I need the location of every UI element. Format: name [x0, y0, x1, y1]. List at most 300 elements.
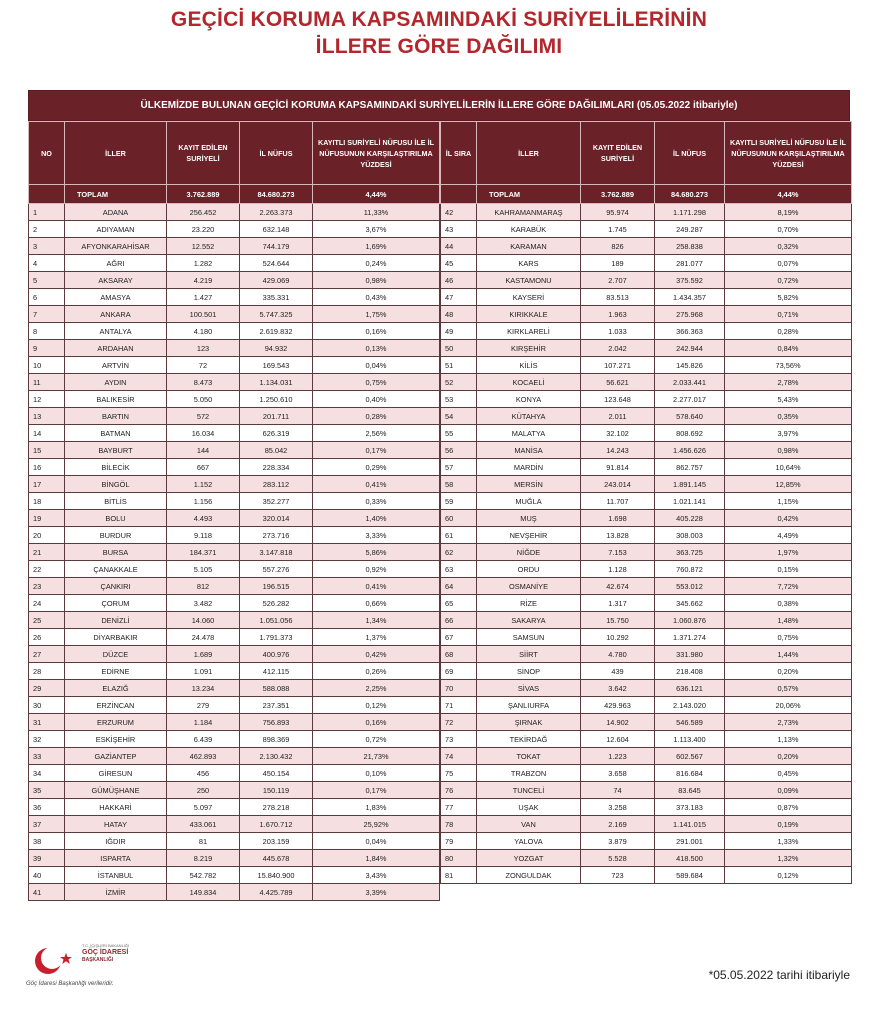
cell-il: OSMANİYE: [477, 578, 581, 595]
cell-il: TOKAT: [477, 748, 581, 765]
cell-nufus: 320.014: [240, 510, 313, 527]
total-nufus: 84.680.273: [240, 185, 313, 204]
cell-oran: 2,78%: [725, 374, 852, 391]
cell-il: AMASYA: [65, 289, 167, 306]
cell-il: TRABZON: [477, 765, 581, 782]
cell-kayit: 95.974: [581, 204, 655, 221]
cell-no: 10: [29, 357, 65, 374]
cell-no: 52: [441, 374, 477, 391]
cell-il: ERZİNCAN: [65, 697, 167, 714]
cell-il: IĞDIR: [65, 833, 167, 850]
cell-no: 41: [29, 884, 65, 901]
cell-oran: 0,98%: [313, 272, 440, 289]
table-row: [441, 612, 852, 629]
cell-oran: 1,34%: [313, 612, 440, 629]
cell-kayit: 81: [167, 833, 240, 850]
cell-no: 11: [29, 374, 65, 391]
cell-oran: 1,15%: [725, 493, 852, 510]
cell-il: BALIKESİR: [65, 391, 167, 408]
cell-no: 61: [441, 527, 477, 544]
cell-nufus: 1.371.274: [655, 629, 725, 646]
cell-oran: 0,33%: [313, 493, 440, 510]
cell-kayit: 149.834: [167, 884, 240, 901]
cell-no: 26: [29, 629, 65, 646]
cell-il: ERZURUM: [65, 714, 167, 731]
cell-kayit: 9.118: [167, 527, 240, 544]
cell-kayit: 16.034: [167, 425, 240, 442]
cell-il: TUNCELİ: [477, 782, 581, 799]
header-row: [29, 122, 440, 185]
cell-nufus: 578.640: [655, 408, 725, 425]
table-row: [441, 493, 852, 510]
cell-nufus: 1.060.876: [655, 612, 725, 629]
cell-nufus: 1.670.712: [240, 816, 313, 833]
cell-oran: 11,33%: [313, 204, 440, 221]
cell-nufus: 150.119: [240, 782, 313, 799]
cell-il: KIRŞEHİR: [477, 340, 581, 357]
cell-nufus: 589.684: [655, 867, 725, 884]
cell-il: KAYSERİ: [477, 289, 581, 306]
header-row: [441, 122, 852, 185]
cell-kayit: 144: [167, 442, 240, 459]
cell-oran: 5,82%: [725, 289, 852, 306]
cell-il: EDİRNE: [65, 663, 167, 680]
table-row: [29, 578, 440, 595]
cell-nufus: 526.282: [240, 595, 313, 612]
table-row: [29, 306, 440, 323]
cell-nufus: 5.747.325: [240, 306, 313, 323]
cell-no: 81: [441, 867, 477, 884]
cell-nufus: 816.684: [655, 765, 725, 782]
cell-nufus: 291.001: [655, 833, 725, 850]
cell-no: 79: [441, 833, 477, 850]
table-row: [29, 884, 440, 901]
cell-no: 44: [441, 238, 477, 255]
table-row: [29, 612, 440, 629]
table-row: [29, 816, 440, 833]
table-row: [441, 204, 852, 221]
cell-oran: 0,66%: [313, 595, 440, 612]
cell-oran: 1,32%: [725, 850, 852, 867]
cell-no: 21: [29, 544, 65, 561]
cell-oran: 73,56%: [725, 357, 852, 374]
cell-il: İSTANBUL: [65, 867, 167, 884]
table-row: [441, 731, 852, 748]
total-label: TOPLAM: [65, 185, 167, 204]
cell-no: 31: [29, 714, 65, 731]
cell-kayit: 72: [167, 357, 240, 374]
table-row: [29, 646, 440, 663]
table-halves: [28, 121, 850, 901]
cell-no: 14: [29, 425, 65, 442]
cell-il: GÜMÜŞHANE: [65, 782, 167, 799]
cell-kayit: 4.493: [167, 510, 240, 527]
cell-kayit: 123.648: [581, 391, 655, 408]
cell-oran: 2,73%: [725, 714, 852, 731]
cell-oran: 0,28%: [725, 323, 852, 340]
cell-oran: 10,64%: [725, 459, 852, 476]
cell-no: 72: [441, 714, 477, 731]
table-row: [441, 442, 852, 459]
cell-nufus: 429.069: [240, 272, 313, 289]
cell-no: 33: [29, 748, 65, 765]
cell-kayit: 14.902: [581, 714, 655, 731]
cell-oran: 1,37%: [313, 629, 440, 646]
cell-nufus: 756.893: [240, 714, 313, 731]
cell-il: ARDAHAN: [65, 340, 167, 357]
cell-no: 40: [29, 867, 65, 884]
cell-kayit: 1.689: [167, 646, 240, 663]
cell-no: 64: [441, 578, 477, 595]
cell-no: 3: [29, 238, 65, 255]
cell-kayit: 14.060: [167, 612, 240, 629]
cell-no: 43: [441, 221, 477, 238]
table-row: [29, 221, 440, 238]
cell-no: 8: [29, 323, 65, 340]
table-row: [441, 867, 852, 884]
header-kayit: KAYIT EDİLEN SURİYELİ: [167, 122, 240, 185]
cell-nufus: 898.369: [240, 731, 313, 748]
table-row: [441, 850, 852, 867]
cell-oran: 3,33%: [313, 527, 440, 544]
cell-oran: 4,49%: [725, 527, 852, 544]
cell-kayit: 542.782: [167, 867, 240, 884]
cell-kayit: 250: [167, 782, 240, 799]
cell-no: 25: [29, 612, 65, 629]
cell-il: ISPARTA: [65, 850, 167, 867]
table-row: [29, 476, 440, 493]
cell-kayit: 83.513: [581, 289, 655, 306]
cell-no: 53: [441, 391, 477, 408]
cell-oran: 12,85%: [725, 476, 852, 493]
cell-no: 50: [441, 340, 477, 357]
cell-no: 60: [441, 510, 477, 527]
logo-org-sub: BAŞKANLIĞI: [82, 957, 114, 963]
table-row: [441, 476, 852, 493]
cell-no: 51: [441, 357, 477, 374]
header-iller: İLLER: [65, 122, 167, 185]
cell-nufus: 196.515: [240, 578, 313, 595]
table-row: [441, 544, 852, 561]
cell-nufus: 1.171.298: [655, 204, 725, 221]
cell-no: 2: [29, 221, 65, 238]
cell-nufus: 400.976: [240, 646, 313, 663]
cell-il: BİTLİS: [65, 493, 167, 510]
cell-il: BURSA: [65, 544, 167, 561]
cell-no: 42: [441, 204, 477, 221]
cell-no: 80: [441, 850, 477, 867]
cell-nufus: 1.134.031: [240, 374, 313, 391]
cell-no: 30: [29, 697, 65, 714]
cell-oran: 0,71%: [725, 306, 852, 323]
cell-no: 15: [29, 442, 65, 459]
table-row: [29, 272, 440, 289]
table-row: [441, 663, 852, 680]
cell-no: 66: [441, 612, 477, 629]
cell-nufus: 2.130.432: [240, 748, 313, 765]
cell-nufus: 242.944: [655, 340, 725, 357]
cell-no: 57: [441, 459, 477, 476]
cell-il: ELAZIĞ: [65, 680, 167, 697]
page-title-line-1: GEÇİCİ KORUMA KAPSAMINDAKİ SURİYELİLERİNİN: [170, 8, 708, 31]
cell-oran: 0,12%: [725, 867, 852, 884]
table-row: [29, 425, 440, 442]
cell-no: 36: [29, 799, 65, 816]
cell-il: KÜTAHYA: [477, 408, 581, 425]
cell-no: 7: [29, 306, 65, 323]
cell-nufus: 1.021.141: [655, 493, 725, 510]
table-row: [441, 374, 852, 391]
cell-il: YALOVA: [477, 833, 581, 850]
table-row: [29, 799, 440, 816]
cell-no: 76: [441, 782, 477, 799]
cell-no: 75: [441, 765, 477, 782]
table-row: [29, 323, 440, 340]
date-footnote: *05.05.2022 tarihi itibariyle: [708, 968, 850, 982]
cell-kayit: 439: [581, 663, 655, 680]
cell-oran: 0,72%: [725, 272, 852, 289]
cell-no: 37: [29, 816, 65, 833]
table-row: [441, 272, 852, 289]
cell-kayit: 5.528: [581, 850, 655, 867]
cell-no: 28: [29, 663, 65, 680]
cell-nufus: 237.351: [240, 697, 313, 714]
cell-kayit: 3.258: [581, 799, 655, 816]
cell-nufus: 1.456.626: [655, 442, 725, 459]
cell-il: BAYBURT: [65, 442, 167, 459]
cell-kayit: 189: [581, 255, 655, 272]
table-row: [441, 510, 852, 527]
cell-kayit: 723: [581, 867, 655, 884]
cell-no: 47: [441, 289, 477, 306]
cell-kayit: 2.169: [581, 816, 655, 833]
cell-nufus: 335.331: [240, 289, 313, 306]
header-oran: KAYITLI SURİYELİ NÜFUSU İLE İL NÜFUSUNUN KARŞILAŞTIRILMA YÜZDESİ: [313, 122, 440, 185]
cell-oran: 0,17%: [313, 782, 440, 799]
cell-kayit: 32.102: [581, 425, 655, 442]
table-row: [29, 238, 440, 255]
cell-no: 27: [29, 646, 65, 663]
table-row: [29, 340, 440, 357]
cell-il: KASTAMONU: [477, 272, 581, 289]
header-nufus: İL NÜFUS: [240, 122, 313, 185]
table-row: [441, 680, 852, 697]
cell-il: NİĞDE: [477, 544, 581, 561]
cell-oran: 5,43%: [725, 391, 852, 408]
cell-il: MERSİN: [477, 476, 581, 493]
cell-nufus: 450.154: [240, 765, 313, 782]
cell-kayit: 5.050: [167, 391, 240, 408]
distribution-table: [28, 90, 850, 901]
cell-no: 39: [29, 850, 65, 867]
cell-oran: 0,84%: [725, 340, 852, 357]
cell-oran: 8,19%: [725, 204, 852, 221]
cell-no: 59: [441, 493, 477, 510]
table-row: [441, 238, 852, 255]
crescent-star-icon: [26, 943, 78, 979]
cell-nufus: 546.589: [655, 714, 725, 731]
cell-kayit: 13.234: [167, 680, 240, 697]
cell-oran: 3,67%: [313, 221, 440, 238]
table-row: [29, 289, 440, 306]
page-title: [0, 6, 878, 60]
cell-il: AFYONKARAHİSAR: [65, 238, 167, 255]
cell-kayit: 1.223: [581, 748, 655, 765]
cell-il: KARABÜK: [477, 221, 581, 238]
cell-oran: 0,15%: [725, 561, 852, 578]
cell-kayit: 667: [167, 459, 240, 476]
cell-oran: 0,70%: [725, 221, 852, 238]
cell-il: DÜZCE: [65, 646, 167, 663]
table-row: [29, 561, 440, 578]
cell-kayit: 3.658: [581, 765, 655, 782]
table-row: [29, 731, 440, 748]
cell-il: ADANA: [65, 204, 167, 221]
cell-oran: 0,35%: [725, 408, 852, 425]
cell-kayit: 5.105: [167, 561, 240, 578]
table-row: [29, 867, 440, 884]
table-row: [441, 425, 852, 442]
cell-il: AĞRI: [65, 255, 167, 272]
cell-nufus: 632.148: [240, 221, 313, 238]
cell-oran: 1,97%: [725, 544, 852, 561]
logo-org-small: T.C. İÇİŞLERİ BAKANLIĞI: [82, 943, 130, 948]
cell-kayit: 1.033: [581, 323, 655, 340]
cell-il: KONYA: [477, 391, 581, 408]
cell-no: 4: [29, 255, 65, 272]
table-row: [441, 595, 852, 612]
cell-no: 38: [29, 833, 65, 850]
cell-oran: 0,29%: [313, 459, 440, 476]
cell-nufus: 373.183: [655, 799, 725, 816]
table-row: [441, 221, 852, 238]
cell-oran: 0,20%: [725, 663, 852, 680]
cell-oran: 0,57%: [725, 680, 852, 697]
cell-kayit: 456: [167, 765, 240, 782]
cell-il: UŞAK: [477, 799, 581, 816]
cell-no: 19: [29, 510, 65, 527]
cell-il: SİNOP: [477, 663, 581, 680]
cell-il: ORDU: [477, 561, 581, 578]
cell-nufus: 258.838: [655, 238, 725, 255]
table-row: [441, 748, 852, 765]
cell-oran: 0,75%: [725, 629, 852, 646]
cell-nufus: 281.077: [655, 255, 725, 272]
table-row: [441, 340, 852, 357]
table-row: [441, 289, 852, 306]
cell-nufus: 808.692: [655, 425, 725, 442]
cell-il: ÇANKIRI: [65, 578, 167, 595]
cell-kayit: 56.621: [581, 374, 655, 391]
cell-kayit: 24.478: [167, 629, 240, 646]
cell-kayit: 826: [581, 238, 655, 255]
cell-il: KIRKLARELİ: [477, 323, 581, 340]
table-row: [441, 578, 852, 595]
cell-kayit: 2.042: [581, 340, 655, 357]
cell-no: 24: [29, 595, 65, 612]
table-left-half: [28, 121, 440, 901]
cell-nufus: 3.147.818: [240, 544, 313, 561]
cell-kayit: 4.180: [167, 323, 240, 340]
cell-no: 56: [441, 442, 477, 459]
cell-no: 55: [441, 425, 477, 442]
cell-nufus: 412.115: [240, 663, 313, 680]
cell-nufus: 363.725: [655, 544, 725, 561]
cell-il: ANKARA: [65, 306, 167, 323]
header-nufus: İL NÜFUS: [655, 122, 725, 185]
cell-il: VAN: [477, 816, 581, 833]
cell-nufus: 445.678: [240, 850, 313, 867]
cell-nufus: 2.619.832: [240, 323, 313, 340]
cell-il: ŞANLIURFA: [477, 697, 581, 714]
cell-oran: 0,24%: [313, 255, 440, 272]
cell-oran: 0,32%: [725, 238, 852, 255]
cell-nufus: 169.543: [240, 357, 313, 374]
cell-nufus: 1.434.357: [655, 289, 725, 306]
cell-il: KİLİS: [477, 357, 581, 374]
cell-nufus: 278.218: [240, 799, 313, 816]
cell-no: 45: [441, 255, 477, 272]
cell-kayit: 3.482: [167, 595, 240, 612]
cell-no: 9: [29, 340, 65, 357]
cell-nufus: 283.112: [240, 476, 313, 493]
cell-il: AKSARAY: [65, 272, 167, 289]
cell-il: ADIYAMAN: [65, 221, 167, 238]
cell-nufus: 201.711: [240, 408, 313, 425]
cell-oran: 0,13%: [313, 340, 440, 357]
cell-oran: 1,48%: [725, 612, 852, 629]
cell-oran: 20,06%: [725, 697, 852, 714]
cell-no: 62: [441, 544, 477, 561]
cell-no: 70: [441, 680, 477, 697]
cell-kayit: 429.963: [581, 697, 655, 714]
cell-il: AYDIN: [65, 374, 167, 391]
cell-oran: 0,72%: [313, 731, 440, 748]
cell-kayit: 11.707: [581, 493, 655, 510]
cell-kayit: 1.184: [167, 714, 240, 731]
cell-il: KARAMAN: [477, 238, 581, 255]
table-row: [29, 408, 440, 425]
cell-il: DİYARBAKIR: [65, 629, 167, 646]
cell-kayit: 1.963: [581, 306, 655, 323]
cell-il: DENİZLİ: [65, 612, 167, 629]
table-row: [441, 629, 852, 646]
cell-oran: 0,28%: [313, 408, 440, 425]
cell-il: HATAY: [65, 816, 167, 833]
cell-nufus: 94.932: [240, 340, 313, 357]
cell-kayit: 2.011: [581, 408, 655, 425]
table-row: [29, 663, 440, 680]
goc-idaresi-logo: [26, 943, 146, 993]
cell-il: BATMAN: [65, 425, 167, 442]
cell-nufus: 366.363: [655, 323, 725, 340]
cell-il: İZMİR: [65, 884, 167, 901]
cell-il: ÇANAKKALE: [65, 561, 167, 578]
cell-kayit: 433.061: [167, 816, 240, 833]
cell-no: 63: [441, 561, 477, 578]
cell-oran: 0,98%: [725, 442, 852, 459]
logo-caption: Göç İdaresi Başkanlığı verileridir.: [26, 981, 114, 987]
cell-oran: 7,72%: [725, 578, 852, 595]
cell-kayit: 5.097: [167, 799, 240, 816]
cell-nufus: 405.228: [655, 510, 725, 527]
cell-no: 34: [29, 765, 65, 782]
cell-il: KARS: [477, 255, 581, 272]
cell-il: SİİRT: [477, 646, 581, 663]
cell-oran: 1,13%: [725, 731, 852, 748]
table-row: [29, 459, 440, 476]
table-row: [29, 833, 440, 850]
